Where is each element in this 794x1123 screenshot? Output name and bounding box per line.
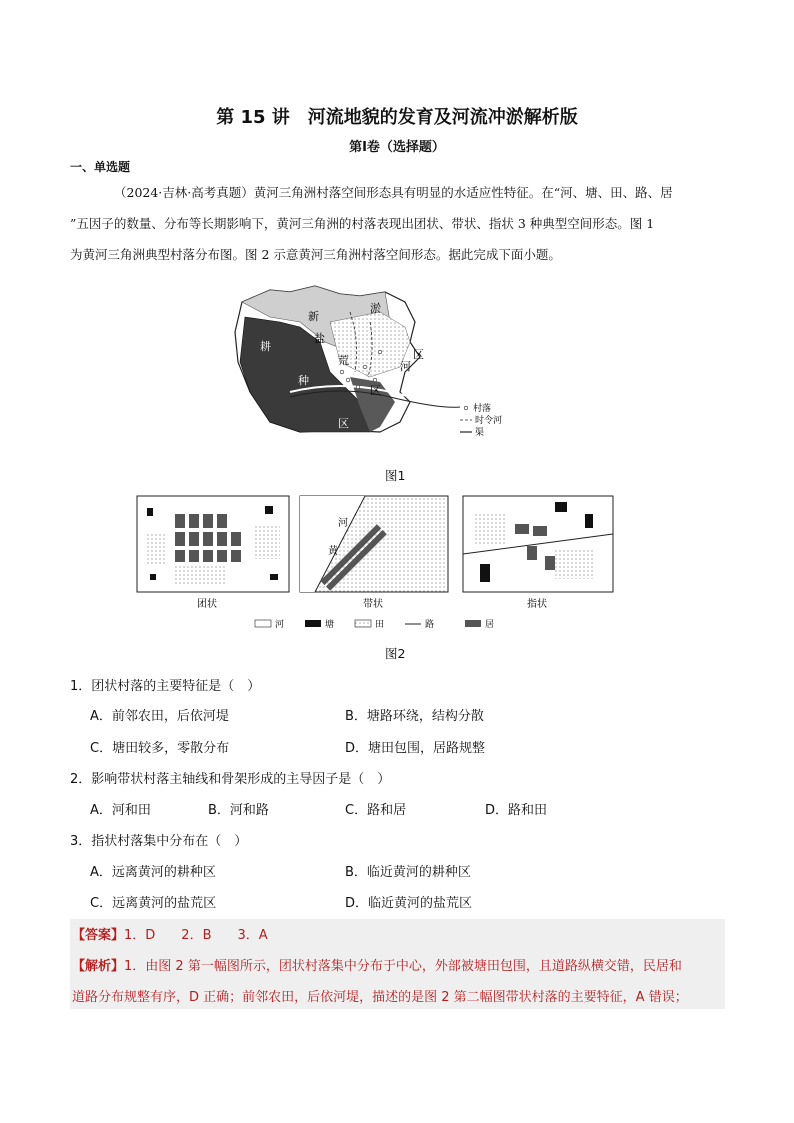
map-label-xin: 新 [308, 310, 319, 323]
q2-option-c: C．路和居 [345, 803, 407, 818]
analysis-line-2: 道路分布规整有序，D 正确；前邻农田，后依河堤，描述的是图 2 第二幅图带状村落的主要特征，A 错误； [72, 990, 688, 1005]
legend-village-symbol [464, 406, 468, 410]
q3-option-c: C．远离黄河的盐荒区 [90, 896, 217, 911]
q1-option-a: A．前邻农田，后依河堤 [90, 709, 229, 724]
fig2-legend-house: 居 [485, 620, 495, 630]
fig2-legend-field: 田 [375, 620, 385, 630]
map-label-yan: 盐 [314, 332, 325, 345]
volume-title: 第Ⅰ卷（选择题） [349, 140, 445, 155]
legend-village: 村落 [473, 404, 492, 414]
intro-line-2: ”五因子的数量、分布等长期影响下，黄河三角洲的村落表现出团状、带状、指状 3 种典型空间形态。图 1 [70, 216, 655, 231]
map-label-yu: 淤 [370, 302, 381, 315]
legend-canal: 渠 [475, 428, 485, 438]
answer-label: 【答案】 [72, 928, 125, 943]
q1-option-b: B．塘路环绕，结构分散 [345, 709, 484, 724]
figure2-panels [135, 494, 615, 634]
fig2-legend-road: 路 [425, 620, 435, 630]
intro-line-3: 为黄河三角洲典型村落分布图。图 2 示意黄河三角洲村落空间形态。据此完成下面小题。 [70, 247, 561, 262]
answer-text: 1．D 2．B 3．A [124, 928, 268, 943]
question-3: 3．指状村落集中分布在（ ） [70, 834, 248, 849]
map-label-qu3: 区 [338, 417, 349, 430]
panel-finger [463, 496, 613, 592]
figure1-caption: 图1 [385, 468, 406, 483]
legend-river: 时令河 [475, 416, 503, 426]
fig2-legend-pond: 塘 [325, 620, 335, 630]
analysis-line-1 [72, 955, 682, 974]
q3-option-b: B．临近黄河的耕种区 [345, 865, 471, 880]
q2-option-a: A．河和田 [90, 803, 151, 818]
q2-option-b: B．河和路 [208, 803, 269, 818]
q3-option-a: A．远离黄河的耕种区 [90, 865, 216, 880]
strip-label-he: 河 [338, 518, 348, 529]
map-label-gen: 耕 [260, 340, 271, 353]
q1-option-c: C．塘田较多，零散分布 [90, 741, 230, 756]
map-label-huang: 荒 [338, 354, 349, 367]
panel-finger-caption: 指状 [527, 599, 547, 610]
analysis-label: 【解析】 [72, 959, 125, 974]
page-title: 第 15 讲 河流地貌的发育及河流冲淤解析版 [216, 107, 578, 128]
figure2-caption: 图2 [385, 646, 406, 661]
panel-strip-caption: 带状 [363, 599, 383, 610]
map-label-he: 河 [400, 360, 411, 373]
map-label-qu1: 区 [413, 348, 424, 361]
answer-line [72, 924, 268, 943]
fig2-legend-river: 河 [275, 620, 285, 630]
map-label-zhong: 种 [298, 374, 309, 387]
q3-option-d: D．临近黄河的盐荒区 [345, 896, 473, 911]
strip-label-huang: 黄 [328, 546, 338, 557]
analysis-text-1: 1．由图 2 第一幅图所示，团状村落集中分布于中心，外部被塘田包围，且道路纵横交错，民居和 [124, 959, 682, 974]
figure1-map [230, 282, 520, 442]
q2-option-d: D．路和田 [485, 803, 548, 818]
section-heading: 一、单选题 [70, 160, 131, 174]
panel-cluster [137, 496, 289, 592]
panel-cluster-caption: 团状 [197, 599, 217, 610]
intro-line-1: （2024·吉林·高考真题）黄河三角洲村落空间形态具有明显的水适应性特征。在“河、塘、田、路、居 [114, 185, 673, 200]
map-label-qu2: 区 [370, 384, 381, 397]
q1-option-d: D．塘田包围，居路规整 [345, 741, 486, 756]
question-2: 2．影响带状村落主轴线和骨架形成的主导因子是（ ） [70, 772, 391, 787]
panel-strip [300, 496, 448, 592]
question-1: 1．团状村落的主要特征是（ ） [70, 679, 261, 694]
